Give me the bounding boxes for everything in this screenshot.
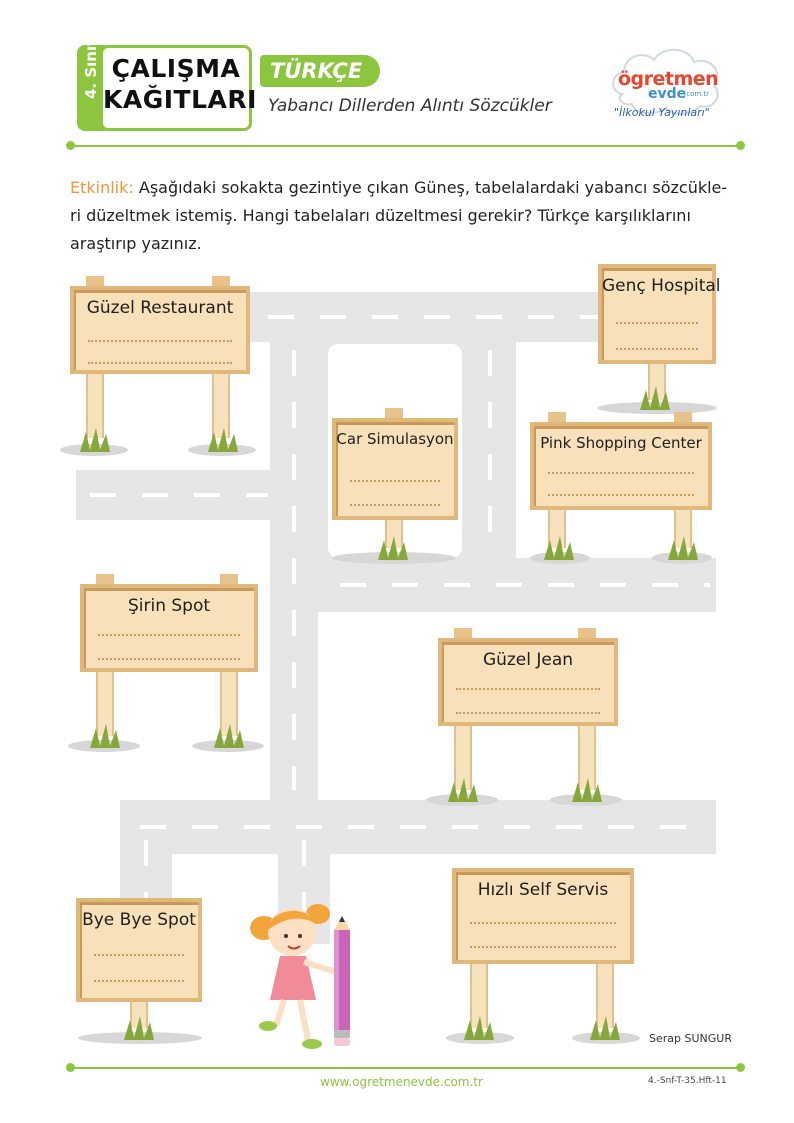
grade-label: 4. Sınıf [82, 39, 100, 99]
sign-board [598, 264, 721, 364]
sign-board [452, 868, 634, 964]
sign-board [70, 286, 250, 374]
sign-label: Genç Hospital [602, 276, 721, 296]
grass-decoration [424, 778, 624, 806]
title-line-2: KAĞITLARI [103, 85, 257, 114]
street-sign [446, 868, 642, 1044]
grass-decoration [58, 426, 258, 456]
sign-label: Güzel Jean [482, 650, 574, 670]
grass-decoration [328, 536, 460, 564]
sign-board [438, 638, 618, 726]
sign-board [76, 898, 202, 1002]
logo-name-part2: evde [648, 86, 687, 102]
answer-line [88, 340, 232, 342]
sign-label: Car Simulasyon [336, 430, 454, 448]
street-sign [592, 264, 722, 414]
sign-label: Hızlı Self Servis [477, 880, 609, 900]
author-credit: Serap SUNGUR [649, 1032, 732, 1045]
street-sign [530, 412, 712, 564]
footer-website-link[interactable]: www.ogretmenevde.com.tr [320, 1075, 483, 1089]
answer-line [88, 362, 232, 364]
answer-line [616, 322, 698, 324]
answer-line [616, 348, 698, 350]
answer-line [98, 658, 240, 660]
street-sign [66, 574, 266, 752]
answer-line [456, 688, 600, 690]
sign-label: Pink Shopping Center [540, 434, 702, 452]
answer-line [456, 712, 600, 714]
answer-line [470, 946, 616, 948]
street-sign [424, 628, 624, 806]
footer-divider [70, 1067, 740, 1069]
sign-board [530, 422, 712, 510]
answer-line [350, 504, 440, 506]
logo-name-part1: ögretmen [618, 68, 719, 90]
street-sign [58, 276, 258, 456]
grass-decoration [446, 1016, 642, 1044]
answer-line [548, 472, 694, 474]
grass-decoration [74, 1016, 206, 1044]
sign-board [332, 418, 458, 520]
sign-label: Şirin Spot [127, 596, 211, 616]
answer-line [470, 922, 616, 924]
subject-label: TÜRKÇE [270, 59, 363, 83]
answer-line [94, 980, 184, 982]
answer-line [548, 494, 694, 496]
street-sign [328, 408, 460, 564]
activity-label: Etkinlik: [70, 178, 134, 197]
logo-domain: .com.tr [684, 90, 710, 98]
sign-label: Bye Bye Spot [82, 910, 196, 930]
grass-decoration [66, 724, 266, 752]
answer-line [350, 480, 440, 482]
footer-dot-right [736, 1063, 745, 1072]
girl-with-pencil-illustration [246, 896, 358, 1052]
logo-tagline: "İlkokul Yayınları" [614, 106, 710, 119]
answer-line [94, 954, 184, 956]
footer-document-code: 4.-Snf-T-35.Hft-11 [648, 1076, 727, 1086]
answer-line [98, 634, 240, 636]
activity-text: Aşağıdaki sokakta gezintiye çıkan Güneş, tabelalardaki yabancı sözcükle-ri düzeltmek istemiş. Hangi tabelaları düzeltmesi gerekir? Türkçe karşılıklarını araştırıp yazınız. [70, 178, 728, 253]
grass-decoration [530, 536, 712, 564]
sign-label: Güzel Restaurant [86, 298, 234, 318]
footer-dot-left [66, 1063, 75, 1072]
sign-board [80, 584, 258, 672]
street-sign [74, 898, 206, 1044]
topic-title: Yabancı Dillerden Alıntı Sözcükler [268, 96, 552, 116]
title-line-1: ÇALIŞMA [111, 54, 241, 83]
grass-decoration [592, 384, 722, 414]
